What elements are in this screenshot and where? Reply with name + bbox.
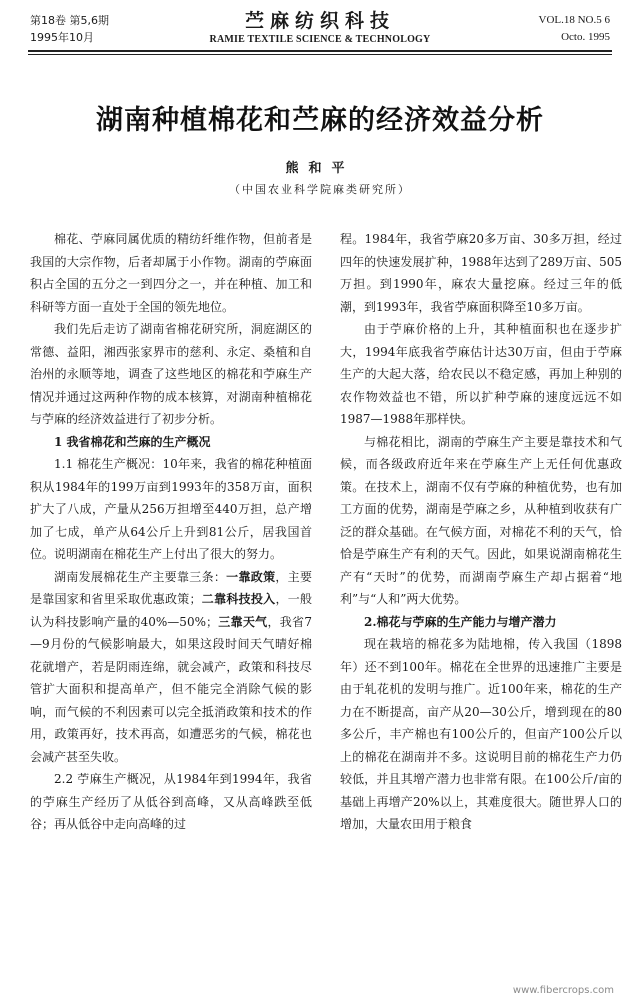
emphasis: 二靠科技投入 xyxy=(201,592,276,606)
emphasis: 三靠天气 xyxy=(217,614,268,629)
paragraph xyxy=(30,566,312,769)
header-rule-thick xyxy=(28,50,612,52)
emphasis: 一靠政策 xyxy=(226,569,276,584)
journal-title-en: RAMIE TEXTILE SCIENCE & TECHNOLOGY xyxy=(209,34,431,45)
section-heading: 2.棉花与苧麻的生产能力与增产潜力 xyxy=(364,614,557,629)
paragraph: 1.1 棉花生产概况：10年来，我省的棉花种植面积从1984年的199万亩到1993年的358万亩，面积扩大了八成，产量从256万担增至440万担，总产增加了七成，单产从64公斤上升到81公斤，居我国首位。说明湖南在棉花生产上付出了很大的努力。 xyxy=(30,457,312,561)
text-run: ，主要是靠国家和省里采取优惠政策； xyxy=(30,569,312,606)
paragraph: 程。1984年，我省苧麻20多万亩、30多万担，经过四年的快速发展扩种，1988年达到了289万亩、505万担。到1990年，麻农大量挖麻。经过三年的低潮，到1993年，我省苧麻面积降至10多万亩。 xyxy=(340,232,622,314)
text-run: ，一般认为科技影响产量的40%—50%； xyxy=(30,592,312,629)
body-column-left xyxy=(30,228,312,836)
header-rule-thin xyxy=(28,54,612,55)
paragraph: 我们先后走访了湖南省棉花研究所，洞庭湖区的常德、益阳，湘西张家界市的慈利、永定、桑植和自治州的永顺等地，调查了这些地区的棉花和苧麻生产情况并通过这两种作物的成本核算，对湖南种植棉花与苧麻的经济效益进行了初步分析。 xyxy=(30,322,312,426)
volume-en: VOL.18 NO.5 6 xyxy=(538,14,610,26)
watermark: www.fibercrops.com xyxy=(512,985,614,996)
body-column-right xyxy=(340,228,622,836)
journal-title-cn: 苎麻纺织科技 xyxy=(244,10,395,32)
text-run: 湖南发展棉花生产主要靠三条： xyxy=(54,569,227,584)
paragraph: 由于苧麻价格的上升，其种植面积也在逐步扩大，1994年底我省苧麻估计达30万亩，但由于苧麻生产的大起大落，给农民以不稳定感，再加上种别的农作物效益也不错，所以扩种苧麻的速度远远不如1987—1988年那样快。 xyxy=(340,322,622,426)
date-en: Octo. 1995 xyxy=(561,31,610,43)
paragraph: 棉花、苧麻同属优质的精纺纤维作物，但前者是我国的大宗作物，后者却属于小作物。湖南的苧麻面积占全国的五分之一到四分之一，并在种植、加工和科研等方面一直处于全国的领先地位。 xyxy=(30,232,312,314)
date-cn: 1995年10月 xyxy=(30,31,94,44)
article-author: 熊和平 xyxy=(285,161,355,176)
section-heading: 1 我省棉花和苎麻的生产概况 xyxy=(54,434,211,449)
paragraph: 与棉花相比，湖南的苧麻生产主要是靠技术和气候，而各级政府近年来在苧麻生产上无任何优惠政策。在技术上，湖南不仅有苧麻的种植优势，也有加工方面的优势，湖南是苧麻之乡，从种植到收获有广泛的群众基础。在气候方面，对棉花不利的天气，恰恰是苧麻生产有利的天气。因此，如果说湖南棉花生产有“天时”的优势，而湖南苧麻生产却占据着“地利”与“人和”两大优势。 xyxy=(340,434,622,606)
article-title: 湖南种植棉花和苎麻的经济效益分析 xyxy=(96,105,544,136)
volume-cn: 第18卷 第5,6期 xyxy=(30,14,109,27)
paragraph: 2.2 苧麻生产概况，从1984年到1994年，我省的苧麻生产经历了从低谷到高峰，又从高峰跌至低谷；再从低谷中走向高峰的过 xyxy=(30,772,312,831)
article-affiliation: （中国农业科学院麻类研究所） xyxy=(229,183,411,196)
text-run: ，我省7—9月份的气候影响最大，如果这段时间天气晴好棉花就增产，若是阴雨连绵，就会减产，政策和科技尽管扩大面积和提高单产，但不能完全消除气候的影响，而气候的不利因素可以完全抵消政策和技术的作用，政策再好，技术再高，如遭恶劣的气候，棉花也会减产甚至失收。 xyxy=(30,614,312,764)
paragraph: 现在栽培的棉花多为陆地棉，传入我国（1898年）还不到100年。棉花在全世界的迅速推广主要是由于轧花机的发明与推广。近100年来，棉花的生产力在不断提高，亩产从20—30公斤，增到现在的80多公斤，丰产棉也有100公斤的，但亩产100公斤以上的棉花在湖南并不多。这说明目前的棉花生产力仍较低，并且其增产潜力也非常有限。在100公斤/亩的基础上再增产20%以上，其难度很大。随世界人口的增加，大量农田用于粮食 xyxy=(340,637,622,831)
header-right xyxy=(539,12,611,46)
